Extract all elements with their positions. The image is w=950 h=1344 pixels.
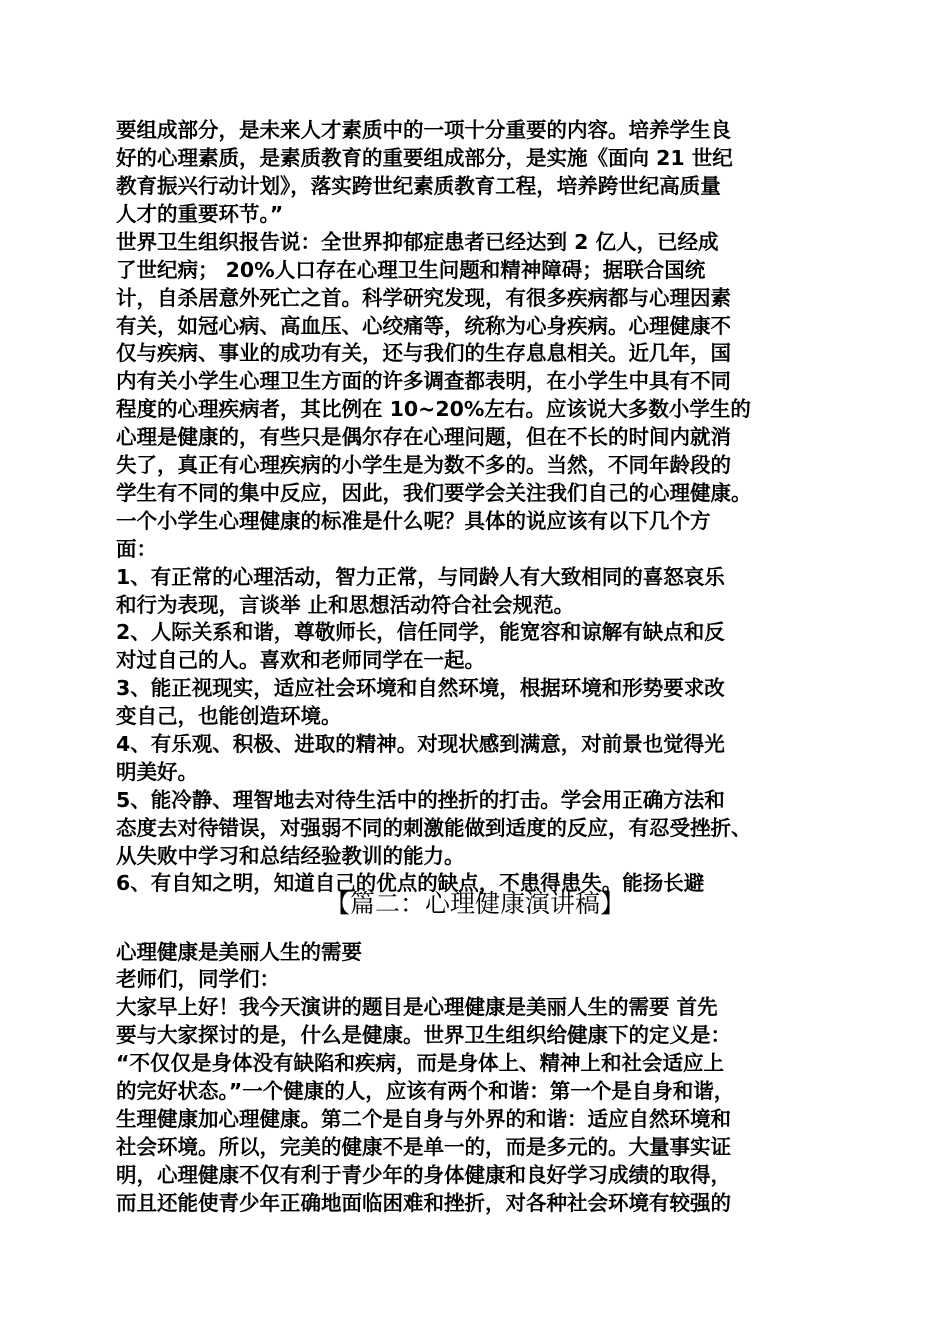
text-line: 程度的心理疾病者，其比例在 10~20%左右。应该说大多数小学生的 — [116, 397, 751, 421]
text-line: “不仅仅是身体没有缺陷和疾病，而是身体上、精神上和社会适应上 — [116, 1051, 724, 1075]
text-line: 心理是健康的，有些只是偶尔存在心理问题，但在不长的时间内就消 — [116, 425, 731, 449]
text-line: 面： — [116, 537, 157, 561]
text-line: 要组成部分，是未来人才素质中的一项十分重要的内容。培养学生良 — [116, 118, 731, 142]
section-heading: 【篇二：心理健康演讲稿】 — [324, 889, 625, 918]
text-line: 从失败中学习和总结经验教训的能力。 — [116, 844, 465, 868]
text-line: 好的心理素质，是素质教育的重要组成部分，是实施《面向 21 世纪 — [116, 146, 733, 170]
text-line: 计，自杀居意外死亡之首。科学研究发现，有很多疾病都与心理因素 — [116, 286, 731, 310]
text-line: 大家早上好！我今天演讲的题目是心理健康是美丽人生的需要 首先 — [116, 995, 718, 1019]
text-line: 4、有乐观、积极、进取的精神。对现状感到满意，对前景也觉得光 — [116, 732, 725, 756]
text-line: 有关，如冠心病、高血压、心绞痛等，统称为心身疾病。心理健康不 — [116, 314, 731, 338]
text-line: 了世纪病； 20%人口存在心理卫生问题和精神障碍；据联合国统 — [116, 258, 706, 282]
text-line: 人才的重要环节。” — [116, 202, 284, 226]
text-line: 对过自己的人。喜欢和老师同学在一起。 — [116, 648, 485, 672]
text-line: 3、能正视现实，适应社会环境和自然环境，根据环境和形势要求改 — [116, 676, 725, 700]
text-line: 仅与疾病、事业的成功有关，还与我们的生存息息相关。近几年，国 — [116, 341, 731, 365]
text-line: 变自己，也能创造环境。 — [116, 704, 342, 728]
text-line: 5、能冷静、理智地去对待生活中的挫折的打击。学会用正确方法和 — [116, 788, 725, 812]
text-line: 1、有正常的心理活动，智力正常，与同龄人有大致相同的喜怒哀乐 — [116, 565, 725, 589]
text-line: 学生有不同的集中反应，因此，我们要学会关注我们自己的心理健康。 — [116, 481, 752, 505]
text-line: 2、人际关系和谐，尊敬师长，信任同学，能宽容和谅解有缺点和反 — [116, 620, 725, 644]
text-line: 失了，真正有心理疾病的小学生是为数不多的。当然，不同年龄段的 — [116, 453, 731, 477]
text-line: 一个小学生心理健康的标准是什么呢？具体的说应该有以下几个方 — [116, 509, 711, 533]
text-line: 内有关小学生心理卫生方面的许多调查都表明，在小学生中具有不同 — [116, 369, 731, 393]
text-line: 教育振兴行动计划》，落实跨世纪素质教育工程，培养跨世纪高质量 — [116, 174, 721, 198]
text-line: 态度去对待错误，对强弱不同的刺激能做到适度的反应，有忍受挫折、 — [116, 816, 752, 840]
text-line: 和行为表现，言谈举 止和思想活动符合社会规范。 — [116, 593, 575, 617]
text-line: 明，心理健康不仅有利于青少年的身体健康和良好学习成绩的取得， — [116, 1163, 731, 1187]
text-line: 而且还能使青少年正确地面临困难和挫折，对各种社会环境有较强的 — [116, 1191, 731, 1215]
text-line: 生理健康加心理健康。第二个是自身与外界的和谐：适应自然环境和 — [116, 1107, 731, 1131]
text-line: 心理健康是美丽人生的需要 — [116, 940, 362, 964]
text-line: 要与大家探讨的是，什么是健康。世界卫生组织给健康下的定义是： — [116, 1023, 731, 1047]
text-line: 社会环境。所以，完美的健康不是单一的，而是多元的。大量事实证 — [116, 1135, 731, 1159]
text-line: 老师们，同学们： — [116, 967, 280, 991]
text-line: 世界卫生组织报告说：全世界抑郁症患者已经达到 2 亿人，已经成 — [116, 230, 719, 254]
text-line: 的完好状态。”一个健康的人，应该有两个和谐：第一个是自身和谐， — [116, 1079, 735, 1103]
text-line: 6、有自知之明，知道自己的优点的缺点，不患得患失。能扬长避 — [116, 871, 705, 895]
text-line: 明美好。 — [116, 760, 198, 784]
